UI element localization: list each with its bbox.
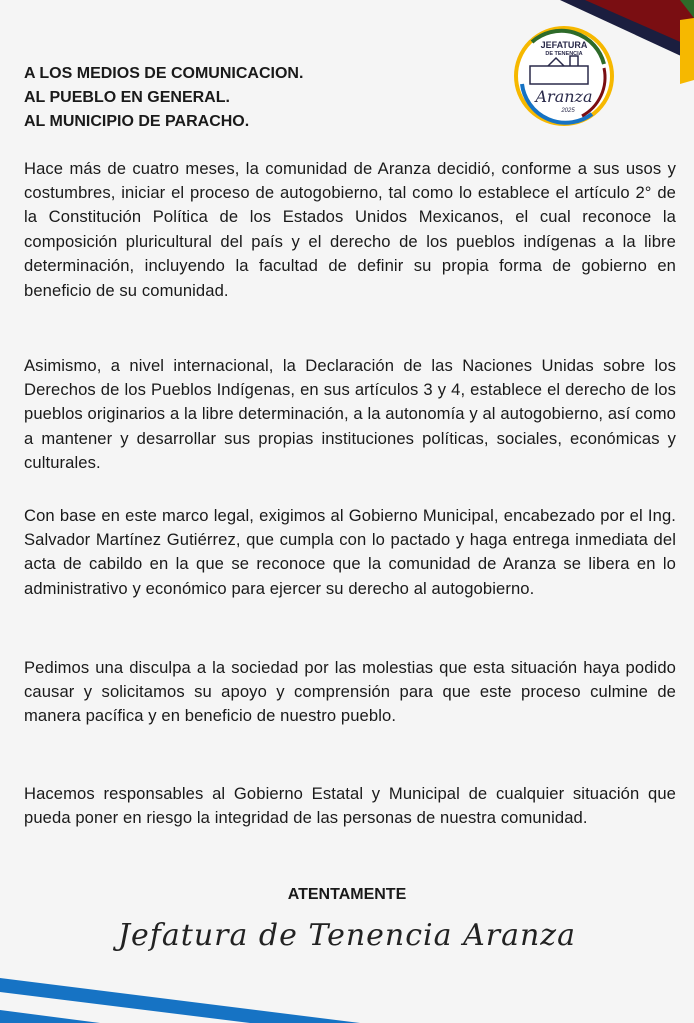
top-stripe-yellow: [680, 18, 694, 84]
logo-year: 2025: [561, 108, 575, 114]
logo-title: JEFATURA: [540, 40, 588, 50]
addressees: [24, 62, 303, 134]
paragraph-3: Con base en este marco legal, exigimos al Gobierno Municipal, encabezado por el Ing. Salvador Martínez Gutiérrez, que cumpla con lo pactado y haga entrega inmediata del acta de cabildo en la que se reconoce que la comunidad de Aranza se libera en lo administrativo y económico para ejercer su derecho al autogobierno.: [24, 505, 676, 598]
closing: ATENTAMENTE: [287, 886, 407, 903]
paragraph-5: Hacemos responsables al Gobierno Estatal y Municipal de cualquier situación que pueda poner en riesgo la integridad de las personas de nuestra comunidad.: [24, 783, 676, 827]
logo-subtitle: DE TENENCIA: [545, 51, 583, 57]
paragraph-1: Hace más de cuatro meses, la comunidad de Aranza decidió, conforme a sus usos y costumbres, iniciar el proceso de autogobierno, tal como lo establece el artículo 2° de la Constitución Política de los Estados Unidos Mexicanos, el cual reconoce la composición pluricultural del país y el derecho de los pueblos indígenas a la libre determinación, incluyendo la facultad de definir su propia forma de gobierno en beneficio de su comunidad.: [24, 158, 676, 300]
paragraph-2: Asimismo, a nivel internacional, la Declaración de las Naciones Unidas sobre los Derechos de los Pueblos Indígenas, en sus artículos 3 y 4, establece el derecho de los pueblos originarios a la libre determinación, a la autonomía y al autogobierno, así como a mantener y desarrollar sus propias instituciones políticas, sociales, económicas y culturales.: [24, 355, 676, 473]
bottom-stripe-blue: [0, 978, 360, 1023]
signature: Jefatura de Tenencia Aranza: [118, 918, 576, 953]
addressee-line: AL MUNICIPIO DE PARACHO.: [24, 113, 250, 130]
addressee-line: A LOS MEDIOS DE COMUNICACION.: [24, 65, 304, 82]
addressee-line: AL PUEBLO EN GENERAL.: [24, 89, 230, 106]
logo-name: Aranza: [535, 87, 593, 106]
paragraph-4: Pedimos una disculpa a la sociedad por las molestias que esta situación haya podido causar y solicitamos su apoyo y comprensión para que este proceso culmine de manera pacífica y en beneficio de nuestro pueblo.: [24, 657, 676, 726]
bottom-stripe-blue-2: [0, 1010, 100, 1023]
jefatura-logo: [512, 24, 616, 128]
